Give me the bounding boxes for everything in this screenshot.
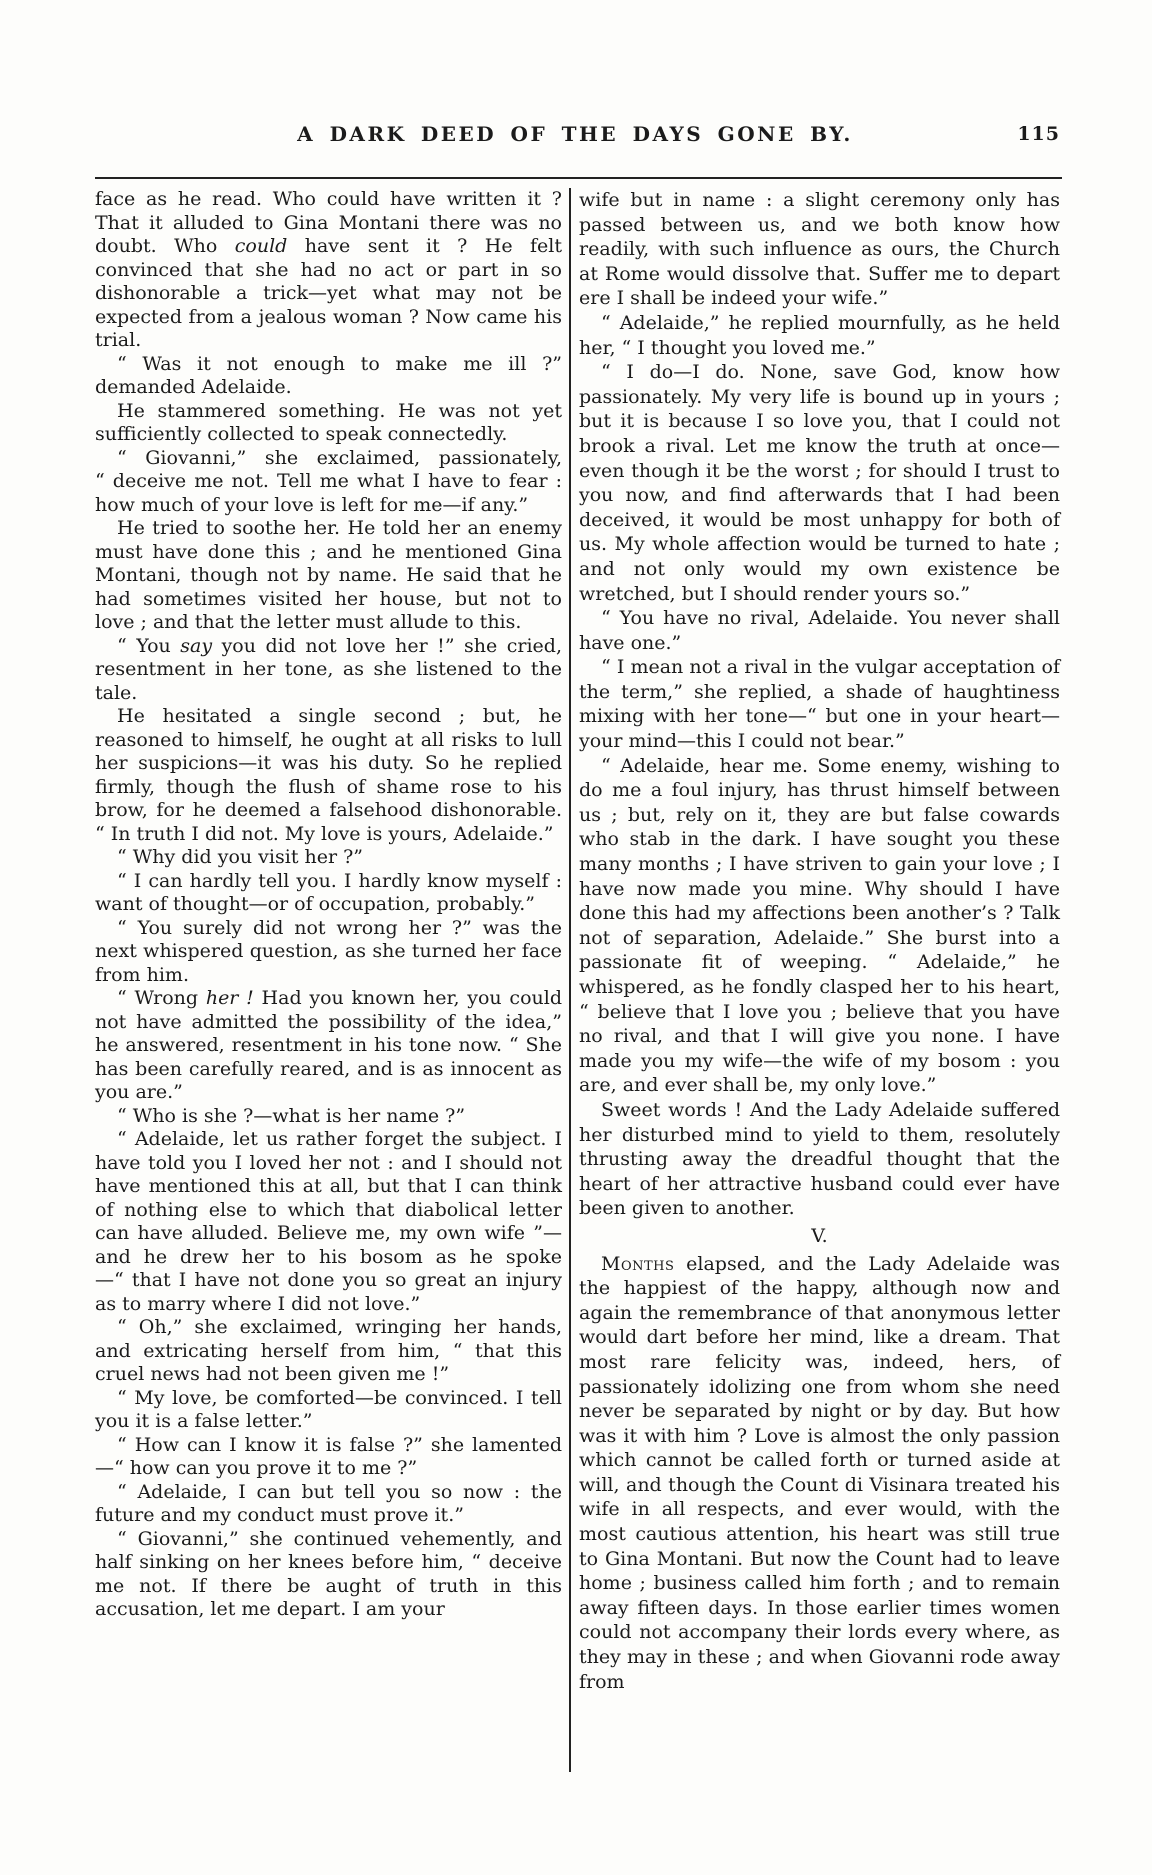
section-heading: V. [811,1224,828,1247]
paragraph: “ Giovanni,” she continued vehemently, and half sinking on her knees before him, “ deceive me not. If there be aught of truth in this accusation, let me depart. I am your [95,1527,562,1620]
paragraph: “ Giovanni,” she exclaimed, passionately, “ deceive me not. Tell me what I have to fear : how much of your love is left for me—if any.” [95,446,562,516]
paragraph: “ Wrong her ! Had you known her, you could not have admitted the possibility of the idea,” he answered, resentment in his tone now. “ She has been carefully reared, and is as innocent as you are.” [95,987,562,1103]
paragraph: “ I do—I do. None, save God, know how passionately. My very life is bound up in yours ; but it is because I so love you, that I could not brook a rival. Let me know the truth at once—even though it be the worst ; for should I trust to you now, and find afterwards that I had been deceived, it would be most unhappy for both of us. My whole affection would be turned to hate ; and not only would my own existence be wretched, but I should render yours so.” [579,361,1060,605]
paragraph: Months elapsed, and the Lady Adelaide was the happiest of the happy, although now and again the remembrance of that anonymous letter would dart before her mind, like a dream. That most rare felicity was, indeed, hers, of passionately idolizing one from whom she need never be separated by night or by day. But how was it with him ? Love is almost the only passion which cannot be called forth or turned aside at will, and though the Count di Visinara treated his wife in all respects, and ever would, with the most cautious attention, his heart was still true to Gina Montani. But now the Count had to leave home ; business called him forth ; and to remain away fifteen days. In those earlier times women could not accompany their lords every where, as they may in these ; and when Giovanni rode away from [579,1252,1060,1693]
page-header [95,122,1062,154]
paragraph: “ You surely did not wrong her ?” was the next whispered question, as she turned her face from him. [95,916,562,986]
paragraph: “ Adelaide,” he replied mournfully, as he held her, “ I thought you loved me.” [579,311,1060,359]
paragraph: He stammered something. He was not yet sufficiently collected to speak connectedly. [95,399,562,445]
running-title: A DARK DEED OF THE DAYS GONE BY. [297,122,853,146]
paragraph: face as he read. Who could have written it ? That it alluded to Gina Montani there was no doubt. Who could have sent it ? He felt convinced that she had no act or part in so dishonorable a trick—yet what may not be expected from a jealous woman ? Now came his trial. [95,188,562,351]
paragraph: “ Was it not enough to make me ill ?” demanded Adelaide. [95,352,562,398]
paragraph: “ Adelaide, hear me. Some enemy, wishing to do me a foul injury, has thrust himself between us ; but, rely on it, they are but false cowards who stab in the dark. I have sought you these many months ; I have striven to gain your love ; I have now made you mine. Why should I have done this had my affections been another’s ? Talk not of separation, Adelaide.” She burst into a passionate fit of weeping. “ Adelaide,” he whispered, as he fondly clasped her to his heart, “ believe that I love you ; believe that you have no rival, and that I will give you none. I have made you my wife—the wife of my bosom : you are, and ever shall be, my only love.” [579,754,1060,1097]
paragraph: “ Adelaide, I can but tell you so now : the future and my conduct must prove it.” [95,1480,562,1526]
paragraph: “ I mean not a rival in the vulgar acceptation of the term,” she replied, a shade of haughtiness mixing with her tone—“ but one in your heart—your mind—this I could not bear.” [579,656,1060,753]
right-column [579,188,1060,1694]
paragraph: “ Why did you visit her ?” [117,846,363,868]
paragraph: “ Oh,” she exclaimed, wringing her hands, and extricating herself from him, “ that this cruel news had not been given me !” [95,1316,562,1385]
paragraph: “ My love, be comforted—be convinced. I tell you it is a false letter.” [95,1386,562,1432]
paragraph: “ Adelaide, let us rather forget the subject. I have told you I loved her not : and I should not have mentioned this at all, but that I can think of nothing else to which that diabolical letter can have alluded. Believe me, my own wife ”—and he drew her to his bosom as he spoke—“ that I have not done you so great an injury as to marry where I did not love.” [95,1128,562,1315]
paragraph: “ Who is she ?—what is her name ?” [117,1104,466,1127]
paragraph: “ How can I know it is false ?” she lamented—“ how can you prove it to me ?” [95,1433,562,1479]
paragraph: “ I can hardly tell you. I hardly know myself : want of thought—or of occupation, probably.” [95,869,562,915]
page-number: 115 [1017,123,1060,145]
left-column [95,188,562,1622]
paragraph: “ You have no rival, Adelaide. You never shall have one.” [579,607,1060,654]
text-columns [95,188,1062,1772]
paragraph: wife but in name : a slight ceremony only has passed between us, and we both know how readily, with such influence as ours, the Church at Rome would dissolve that. Suffer me to depart ere I shall be indeed your wife.” [579,189,1060,310]
header-rule [95,177,1062,179]
paragraph: He hesitated a single second ; but, he reasoned to himself, he ought at all risks to lull her suspicions—it was his duty. So he replied firmly, though the flush of shame rose to his brow, for he deemed a falsehood dishonorable. “ In truth I did not. My love is yours, Adelaide.” [95,705,562,845]
paragraph: Sweet words ! And the Lady Adelaide suffered her disturbed mind to yield to them, resolutely thrusting away the dreadful thought that the heart of her attractive husband could ever have been given to another. [579,1098,1060,1220]
column-divider [569,188,571,1772]
paragraph: He tried to soothe her. He told her an enemy must have done this ; and he mentioned Gina Montani, though not by name. He said that he had sometimes visited her house, but not to love ; and that the letter must allude to this. [95,517,562,633]
paragraph: “ You say you did not love her !” she cried, resentment in her tone, as she listened to the tale. [95,634,562,704]
